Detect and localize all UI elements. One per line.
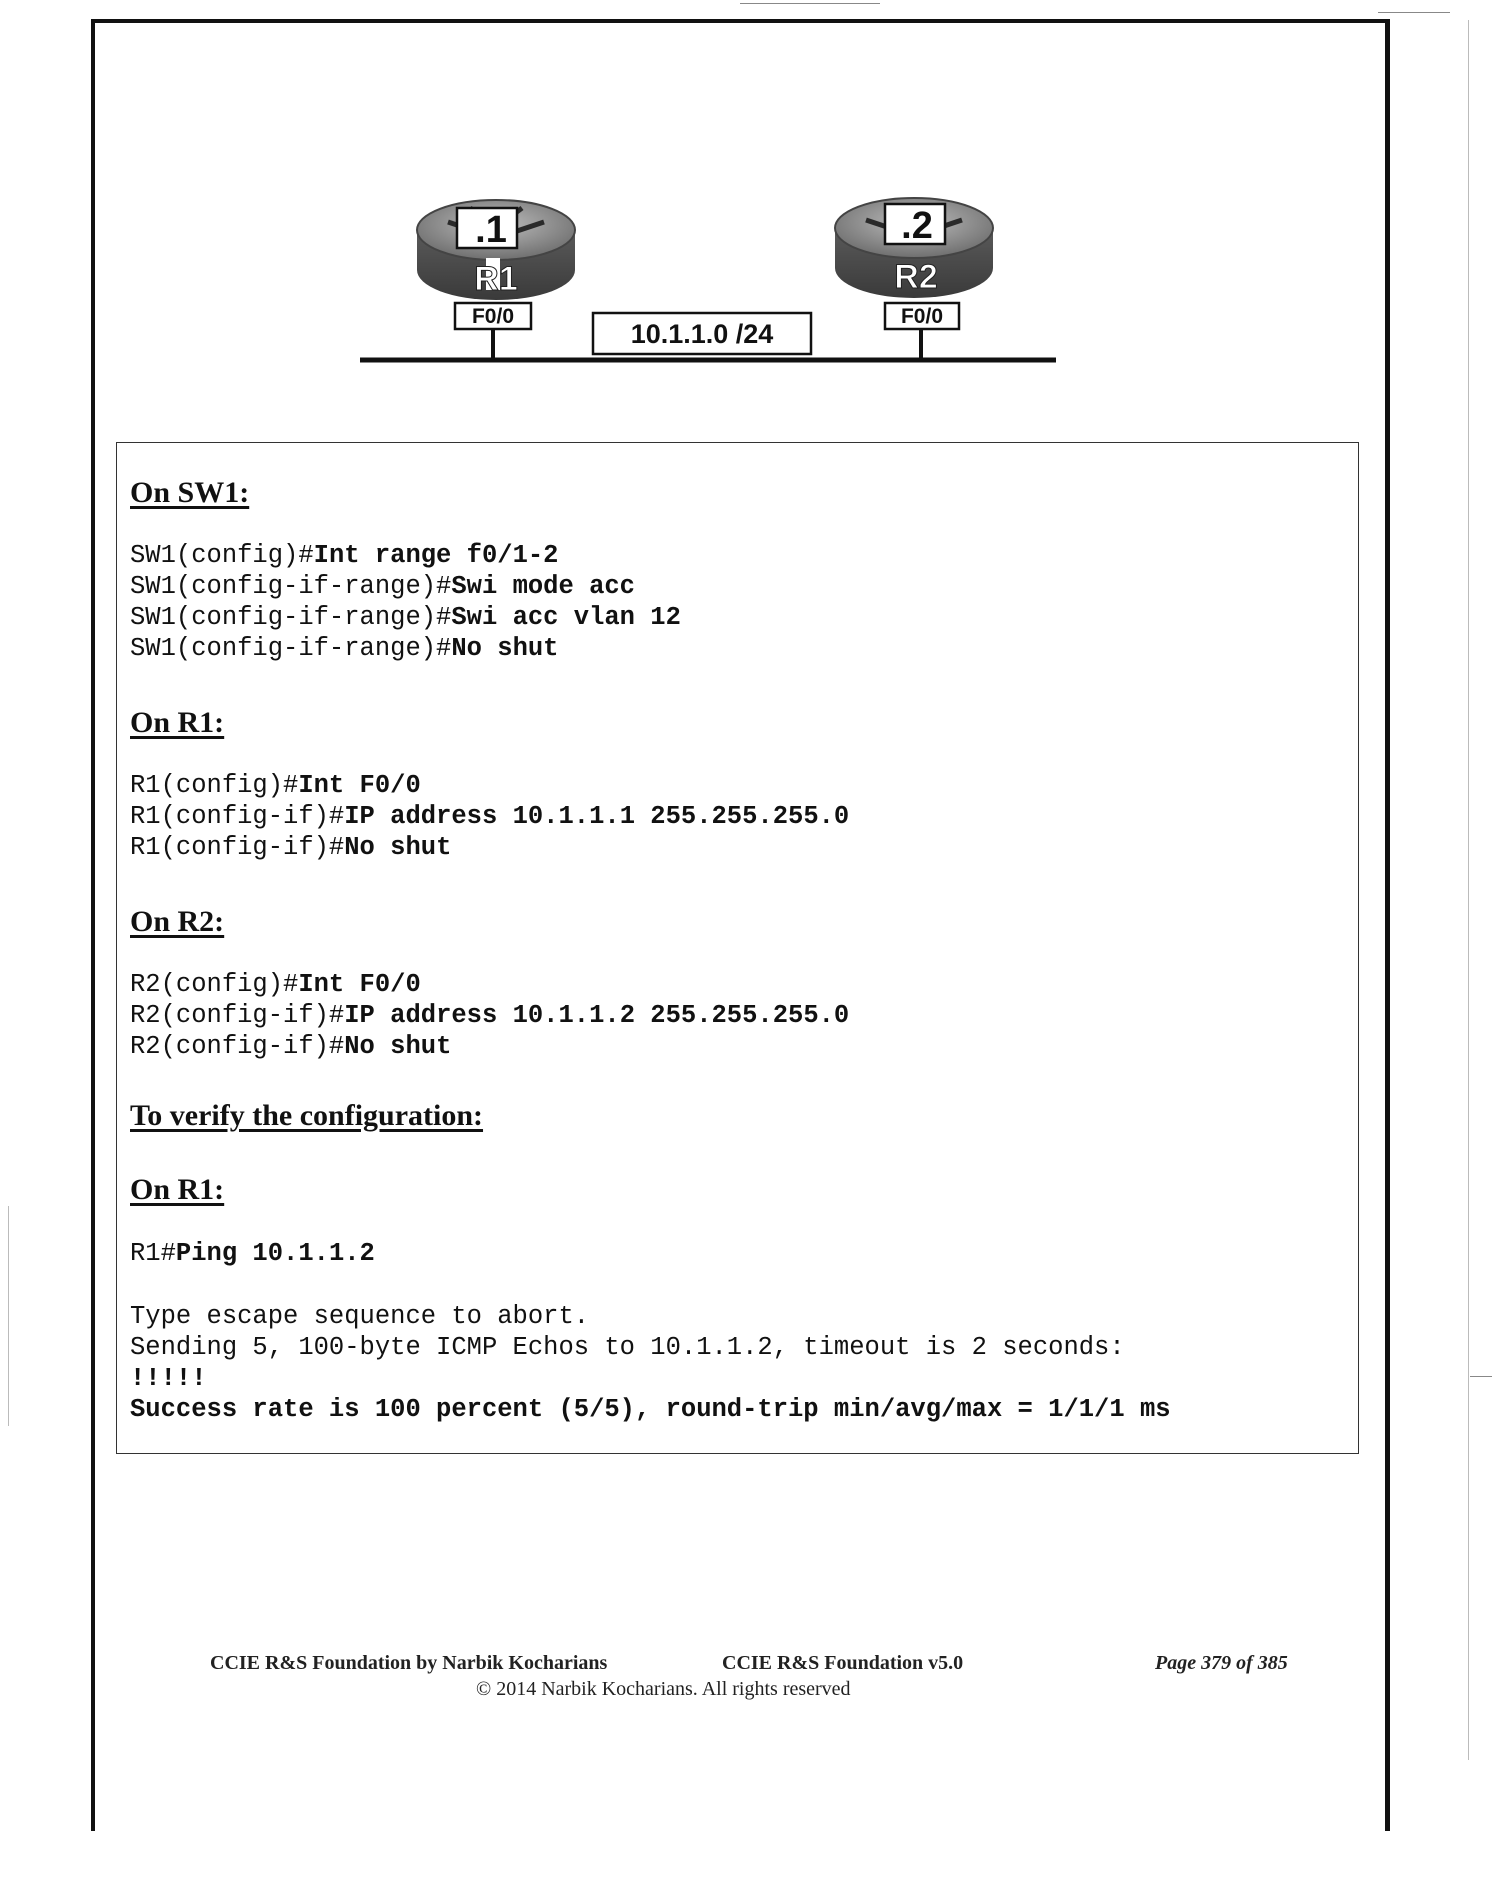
ping-output-line: Sending 5, 100-byte ICMP Echos to 10.1.1.2, timeout is 2 seconds: xyxy=(130,1333,1125,1362)
cli-line: R1(config)#Int F0/0 xyxy=(130,771,421,800)
ping-output-block xyxy=(130,1301,1171,1425)
cli-line: R2(config-if)#IP address 10.1.1.2 255.255.255.0 xyxy=(130,1001,850,1030)
cli-line: SW1(config)#Int range f0/1-2 xyxy=(130,541,559,570)
router-r2-address-label: .2 xyxy=(901,205,933,247)
heading-verify-configuration: To verify the configuration: xyxy=(130,1099,484,1132)
footer-page-number: Page 379 of 385 xyxy=(1155,1652,1288,1674)
ping-output-line: Success rate is 100 percent (5/5), round-trip min/avg/max = 1/1/1 ms xyxy=(130,1395,1171,1424)
router-r2-interface-label: F0/0 xyxy=(900,305,944,328)
router-r2-name-label: R2 xyxy=(894,258,938,296)
heading-on-sw1: On SW1: xyxy=(130,476,250,509)
network-label: 10.1.1.0 /24 xyxy=(630,319,774,349)
cli-line: SW1(config-if-range)#Swi acc vlan 12 xyxy=(130,603,681,632)
heading-on-r2: On R2: xyxy=(130,905,225,938)
cli-line: SW1(config-if-range)#Swi mode acc xyxy=(130,572,635,601)
footer-copyright: © 2014 Narbik Kocharians. All rights reserved xyxy=(476,1678,851,1700)
scan-artifact-line xyxy=(1470,1376,1492,1377)
router-r1-interface-label: F0/0 xyxy=(471,305,515,328)
footer-book-by: CCIE R&S Foundation by Narbik Kocharians xyxy=(210,1652,608,1674)
cli-line: R1(config-if)#No shut xyxy=(130,833,452,862)
scan-artifact-line xyxy=(8,1206,9,1426)
network-topology-diagram xyxy=(0,0,1492,420)
heading-verify-on-r1: On R1: xyxy=(130,1173,225,1206)
cli-line: SW1(config-if-range)#No shut xyxy=(130,634,559,663)
sw1-config-block xyxy=(130,540,681,664)
r2-config-block xyxy=(130,969,849,1062)
cli-line: R2(config)#Int F0/0 xyxy=(130,970,421,999)
ping-command-line: R1#Ping 10.1.1.2 xyxy=(130,1239,375,1268)
r1-config-block xyxy=(130,770,849,863)
router-r1-name-label: R1 xyxy=(474,260,518,298)
cli-line: R2(config-if)#No shut xyxy=(130,1032,452,1061)
heading-on-r1: On R1: xyxy=(130,706,225,739)
ping-output-line: Type escape sequence to abort. xyxy=(130,1302,590,1331)
ping-output-line: !!!!! xyxy=(130,1364,207,1393)
cli-line: R1(config-if)#IP address 10.1.1.1 255.255.255.0 xyxy=(130,802,850,831)
footer-book-version: CCIE R&S Foundation v5.0 xyxy=(722,1652,964,1674)
router-r1-address-label: .1 xyxy=(475,209,507,251)
